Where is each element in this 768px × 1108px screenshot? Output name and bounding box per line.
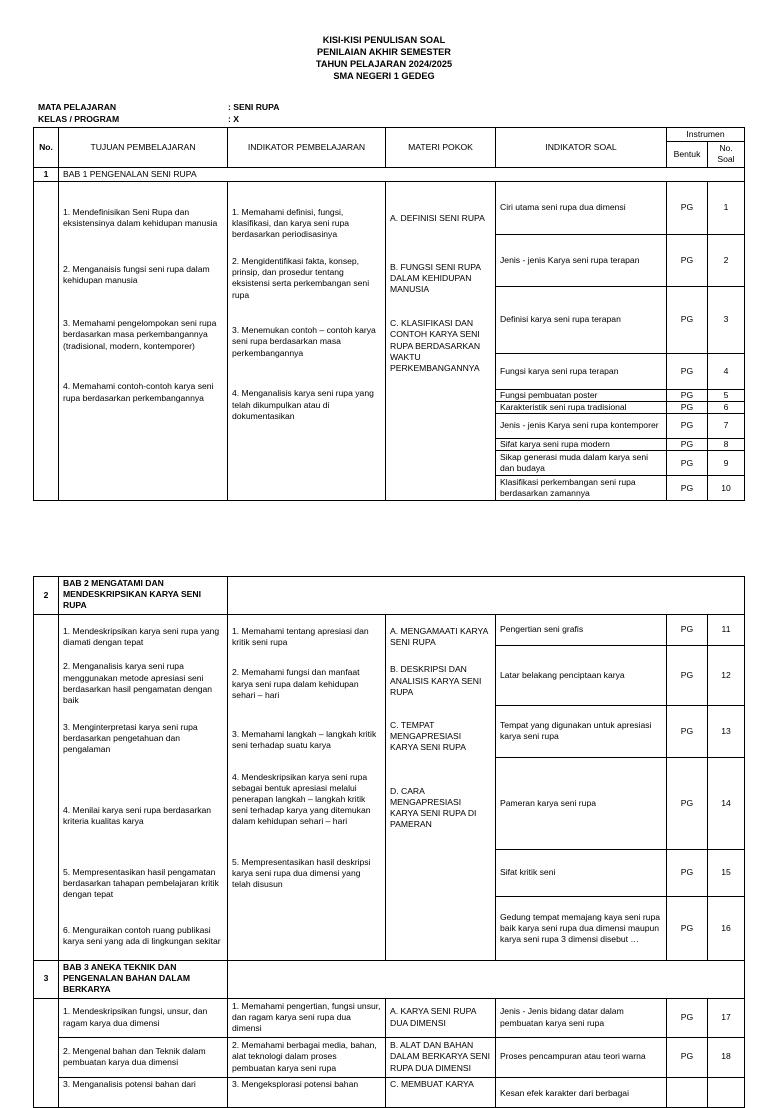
soal-bentuk: PG	[667, 998, 708, 1037]
materi-item: C. MEMBUAT KARYA	[386, 1077, 496, 1107]
soal-nomor: 16	[708, 897, 745, 960]
soal-nomor: 18	[708, 1037, 745, 1077]
class-row	[38, 114, 239, 125]
soal-indikator: Fungsi karya seni rupa terapan	[496, 353, 667, 389]
tujuan-item: 2. Mengenal bahan dan Teknik dalam pembuatan karya dua dimensi	[59, 1037, 228, 1077]
materi-cell	[386, 181, 496, 501]
header-title: KISI-KISI PENULISAN SOAL	[322, 35, 446, 45]
subject-row	[38, 102, 280, 113]
tujuan-cell	[59, 181, 228, 501]
soal-bentuk: PG	[667, 286, 708, 353]
soal-nomor: 9	[708, 451, 745, 476]
soal-nomor: 5	[708, 389, 745, 401]
soal-nomor: 3	[708, 286, 745, 353]
indikator-item: 2. Memahami berbagai media, bahan, alat teknologi dalam proses pembuatan karya seni rupa	[228, 1037, 386, 1077]
tujuan-item: 4. Menilai karya seni rupa berdasarkan kriteria kualitas karya	[63, 804, 212, 826]
soal-nomor: 13	[708, 705, 745, 757]
materi-item: A. KARYA SENI RUPA DUA DIMENSI	[386, 998, 496, 1037]
subject-label: MATA PELAJARAN	[38, 102, 117, 112]
soal-bentuk: PG	[667, 615, 708, 646]
soal-nomor	[708, 1077, 745, 1107]
materi-item: A. MENGAMAATI KARYA SENI RUPA	[390, 626, 488, 648]
col-no: No.	[34, 128, 59, 168]
col-indikator-pembelajaran: INDIKATOR PEMBELAJARAN	[228, 128, 386, 168]
indikator-item: 3. Memahami langkah – langkah kritik seni terhadap suatu karya	[232, 728, 377, 750]
soal-indikator: Proses pencampuran atau teori warna	[496, 1037, 667, 1077]
soal-bentuk: PG	[667, 414, 708, 439]
soal-indikator: Pengertian seni grafis	[496, 615, 667, 646]
soal-indikator: Ciri utama seni rupa dua dimensi	[496, 181, 667, 234]
soal-indikator: Sifat karya seni rupa modern	[496, 439, 667, 451]
soal-bentuk: PG	[667, 705, 708, 757]
soal-indikator: Gedung tempat memajang kaya seni rupa baik karya seni rupa dua dimensi maupun karya seni rupa 3 dimensi disebut …	[496, 897, 667, 960]
soal-indikator: Pameran karya seni rupa	[496, 757, 667, 849]
materi-item: B. DESKRIPSI DAN ANALISIS KARYA SENI RUPA	[390, 664, 482, 697]
indikator-item: 1. Memahami definisi, fungsi, klasifikasi, dan karya seni rupa berdasarkan periodisasinya	[232, 206, 350, 240]
soal-indikator: Kesan efek karakter dari berbagai	[496, 1077, 667, 1107]
class-label: KELAS / PROGRAM	[38, 114, 120, 124]
col-bentuk: Bentuk	[667, 142, 708, 167]
tujuan-item: 3. Memahami pengelompokan seni rupa berdasarkan masa perkembangannya (tradisional, modern, kontemporer)	[63, 318, 217, 351]
materi-item: A. DEFINISI SENI RUPA	[390, 212, 485, 223]
soal-bentuk: PG	[667, 757, 708, 849]
document-header	[0, 34, 768, 82]
soal-nomor: 10	[708, 476, 745, 501]
soal-bentuk: PG	[667, 181, 708, 234]
indikator-item: 4. Menganalisis karya seni rupa yang telah dikumpulkan atau di dokumentasikan	[232, 388, 374, 421]
tujuan-item: 2. Menganalisis karya seni rupa menggunakan metode apresiasi seni berdasarkan hasil pengamatan dengan baik	[63, 661, 213, 705]
col-indikator-soal: INDIKATOR SOAL	[496, 128, 667, 168]
bab-title: BAB 2 MENGATAMI DAN MENDESKRIPSIKAN KARYA SENI RUPA	[59, 577, 228, 615]
soal-indikator: Jenis - jenis Karya seni rupa terapan	[496, 234, 667, 286]
header-school: SMA NEGERI 1 GEDEG	[333, 71, 435, 81]
indikator-item: 3. Menemukan contoh – contoh karya seni rupa berdasarkan masa perkembangannya	[232, 325, 376, 358]
soal-bentuk: PG	[667, 234, 708, 286]
soal-nomor: 15	[708, 849, 745, 896]
soal-bentuk: PG	[667, 389, 708, 401]
materi-item: C. KLASIFIKASI DAN CONTOH KARYA SENI RUPA BERDASARKAN WAKTU PERKEMBANGANNYA	[390, 318, 481, 373]
soal-bentuk: PG	[667, 451, 708, 476]
tujuan-item: 1. Mendeskripsikan fungsi, unsur, dan ragam karya dua dimensi	[59, 998, 228, 1037]
col-materi: MATERI POKOK	[386, 128, 496, 168]
tujuan-item: 5. Mempresentasikan hasil pengamatan berdasarkan tahapan pembelajaran kritik dengan tepat	[63, 866, 219, 900]
tujuan-item: 3. Menginterpretasi karya seni rupa berdasarkan pengetahuan dan pengalaman	[63, 721, 198, 754]
soal-indikator: Sikap generasi muda dalam karya seni dan budaya	[496, 451, 667, 476]
indikator-item: 4. Mendeskripsikan karya seni rupa sebagai bentuk apresiasi melalui penerapan langkah – langkah kritik seni terhadap karya yang ditemukan dalam kehidupan sehari – hari	[232, 771, 371, 827]
soal-bentuk: PG	[667, 849, 708, 896]
soal-bentuk: PG	[667, 476, 708, 501]
kisi-kisi-table-bab2-bab3	[33, 576, 745, 1108]
soal-bentuk: PG	[667, 439, 708, 451]
soal-bentuk: PG	[667, 401, 708, 413]
indikator-pembelajaran-cell	[228, 615, 386, 961]
soal-indikator: Definisi karya seni rupa terapan	[496, 286, 667, 353]
bab-title: BAB 1 PENGENALAN SENI RUPA	[59, 167, 745, 181]
soal-indikator: Latar belakang penciptaan karya	[496, 646, 667, 706]
soal-bentuk	[667, 1077, 708, 1107]
class-value: : X	[228, 114, 239, 124]
soal-nomor: 8	[708, 439, 745, 451]
tujuan-item: 1. Mendefinisikan Seni Rupa dan eksistensinya dalam kehidupan manusia	[63, 206, 218, 229]
tujuan-cell	[59, 615, 228, 961]
soal-indikator: Jenis - Jenis bidang datar dalam pembuatan karya seni rupa	[496, 998, 667, 1037]
indikator-item: 3. Mengeksplorasi potensi bahan	[228, 1077, 386, 1107]
tujuan-item: 2. Menganaisis fungsi seni rupa dalam kehidupan manusia	[63, 264, 210, 286]
materi-cell	[386, 615, 496, 961]
soal-indikator: Klasifikasi perkembangan seni rupa berdasarkan zamannya	[496, 476, 667, 501]
indikator-item: 1. Memahami tentang apresiasi dan kritik seni rupa	[232, 626, 369, 648]
indikator-item: 2. Mengidentifikasi fakta, konsep, prinsip, dan prosedur tentang eksistensi serta perkembangan seni rupa	[232, 256, 370, 300]
soal-nomor: 7	[708, 414, 745, 439]
col-no-soal: No. Soal	[708, 142, 745, 167]
soal-nomor: 6	[708, 401, 745, 413]
soal-nomor: 11	[708, 615, 745, 646]
soal-indikator: Sifat kritik seni	[496, 849, 667, 896]
soal-indikator: Fungsi pembuatan poster	[496, 389, 667, 401]
tujuan-item: 4. Memahami contoh-contoh karya seni rupa berdasarkan perkembangannya	[63, 381, 214, 403]
materi-item: D. CARA MENGAPRESIASI KARYA SENI RUPA DI PAMERAN	[390, 785, 477, 830]
soal-nomor: 17	[708, 998, 745, 1037]
tujuan-item: 6. Menguraikan contoh ruang publikasi karya seni yang ada di lingkungan sekitar	[63, 925, 221, 947]
materi-item: C. TEMPAT MENGAPRESIASI KARYA SENI RUPA	[390, 719, 466, 752]
col-instrumen: Instrumen	[667, 128, 745, 142]
subject-value: : SENI RUPA	[228, 102, 280, 112]
materi-item: B. FUNGSI SENI RUPA DALAM KEHIDUPAN MANUSIA	[390, 262, 481, 295]
indikator-pembelajaran-cell	[228, 181, 386, 501]
soal-indikator: Jenis - jenis Karya seni rupa kontemporer	[496, 414, 667, 439]
tujuan-item: 1. Mendeskripsikan karya seni rupa yang diamati dengan tepat	[63, 626, 220, 648]
soal-indikator: Tempat yang digunakan untuk apresiasi karya seni rupa	[496, 705, 667, 757]
materi-item: B. ALAT DAN BAHAN DALAM BERKARYA SENI RUPA DUA DIMENSI	[386, 1037, 496, 1077]
tujuan-item: 3. Menganalisis potensi bahan dari	[59, 1077, 228, 1107]
bab-number: 2	[34, 577, 59, 615]
bab-title: BAB 3 ANEKA TEKNIK DAN PENGENALAN BAHAN DALAM BERKARYA	[59, 960, 228, 998]
kisi-kisi-table-bab1	[33, 127, 745, 501]
soal-indikator: Karakteristik seni rupa tradisional	[496, 401, 667, 413]
indikator-item: 1. Memahami pengertian, fungsi unsur, dan ragam karya seni rupa dua dimensi	[228, 998, 386, 1037]
indikator-item: 2. Memahami fungsi dan manfaat karya seni rupa dalam kehidupan sehari – hari	[232, 667, 360, 700]
col-tujuan: TUJUAN PEMBELAJARAN	[59, 128, 228, 168]
header-year: TAHUN PELAJARAN 2024/2025	[315, 59, 453, 69]
soal-bentuk: PG	[667, 1037, 708, 1077]
soal-nomor: 12	[708, 646, 745, 706]
soal-nomor: 4	[708, 353, 745, 389]
soal-nomor: 14	[708, 757, 745, 849]
header-subtitle: PENILAIAN AKHIR SEMESTER	[317, 47, 451, 57]
soal-nomor: 2	[708, 234, 745, 286]
soal-nomor: 1	[708, 181, 745, 234]
soal-bentuk: PG	[667, 646, 708, 706]
indikator-item: 5. Mempresentasikan hasil deskripsi karya seni rupa dua dimensi yang telah disusun	[232, 856, 371, 890]
bab-number: 1	[34, 167, 59, 181]
soal-bentuk: PG	[667, 353, 708, 389]
soal-bentuk: PG	[667, 897, 708, 960]
bab-number: 3	[34, 960, 59, 998]
